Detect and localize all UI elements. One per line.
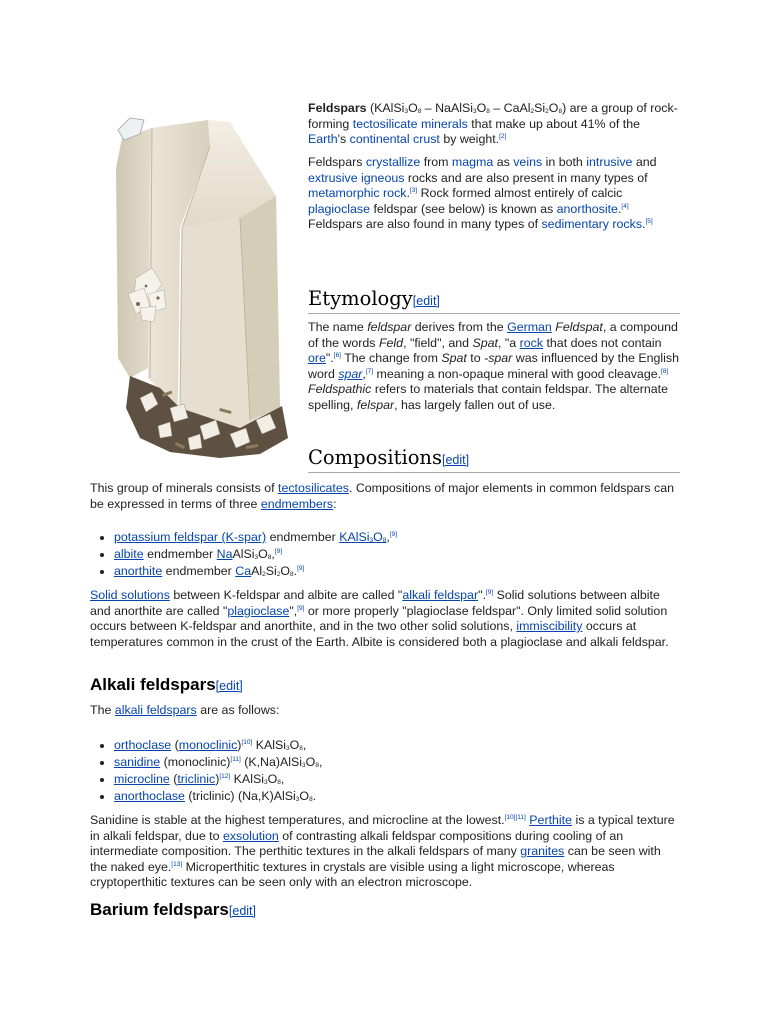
edit-alkali-link[interactable]: [edit] <box>215 679 243 693</box>
list-item: • albite endmember $NaAlSi_3O_8,[9]$ <box>114 546 704 563</box>
link-potassium-feldspar[interactable]: potassium feldspar (K-spar) <box>114 530 267 544</box>
link-continental-crust[interactable]: continental crust <box>349 132 440 147</box>
ref-3[interactable]: [3] <box>409 187 418 195</box>
list-item: • orthoclase (monoclinic)[10] $KAlSi_3O_8$, <box>114 737 704 754</box>
link-perthite[interactable]: Perthite <box>529 813 572 827</box>
ref-9[interactable]: [9] <box>274 548 283 555</box>
link-alkali-feldspars[interactable]: alkali feldspars <box>114 703 197 717</box>
ref-8[interactable]: [8] <box>661 367 669 375</box>
link-extrusive-igneous[interactable]: extrusive igneous <box>308 170 405 185</box>
ref-9[interactable]: [9] <box>297 604 305 612</box>
compositions-paragraph-2: Solid solutions between K-feldspar and albite are called "alkali feldspar".[9] Solid solutions between albite and anorthite are called "plagioclase",[9] or more properly "plagioclase feldspar". Only limited solid solution occurs between K-feldspar and anorthite, and in the two other solid solutions, immiscibility occurs at temperatures common in the crust of the Earth. Albite is considered both a plagioclase and alkali feldspar. <box>90 588 669 649</box>
link-albite[interactable]: albite <box>114 547 144 561</box>
link-crystallize[interactable]: crystallize <box>365 155 421 169</box>
link-german[interactable]: German <box>507 320 552 334</box>
link-metamorphic-rock[interactable]: metamorphic rock <box>308 186 407 201</box>
link-anorthosite[interactable]: anorthosite <box>556 201 618 216</box>
intro-paragraph-2: Feldspars crystallize from magma as veins in both intrusive and extrusive igneous rocks and are also present in many types of metamorphic rock.[3] Rock formed almost entirely of calcic plagioclase feldspar (see below) is known as anorthosite.[4] Feldspars are also found in many types of sedimentary rocks.[5] <box>308 155 657 232</box>
ref-10[interactable]: [10] <box>504 814 516 821</box>
link-plagioclase[interactable]: plagioclase <box>308 201 370 216</box>
link-exsolution[interactable]: exsolution <box>222 828 279 843</box>
alkali-paragraph-2: Sanidine is stable at the highest temperatures, and microcline at the lowest.[10][11] Perthite is a typical texture in alkali feldspar, due to exsolution of contrasting alkali feldspar compositions during cooling of an intermediate composition. The perthitic textures in the alkali feldspars of many granites can be seen with the naked eye.[13] Microperthitic textures in crystals are visible using a light microscope, whereas cryptoperthitic textures can be seen only with an electron microscope. <box>90 813 675 890</box>
link-calcium[interactable]: Ca <box>235 564 252 578</box>
link-magma[interactable]: magma <box>451 155 494 169</box>
link-orthoclase[interactable]: orthoclase <box>114 738 172 752</box>
link-microcline[interactable]: microcline <box>114 772 170 786</box>
compositions-intro: This group of minerals consists of tectosilicates. Compositions of major elements in common feldspars can be expressed in terms of three endmembers: <box>90 481 675 511</box>
edit-etymology-link[interactable]: [edit] <box>412 294 440 308</box>
ref-4[interactable]: [4] <box>621 202 629 210</box>
link-anorthoclase[interactable]: anorthoclase <box>114 789 185 803</box>
link-ore[interactable]: ore <box>308 351 326 366</box>
heading-barium-feldspars: Barium feldspars[edit] <box>90 900 256 919</box>
link-immiscibility[interactable]: immiscibility <box>516 619 583 634</box>
link-anorthite[interactable]: anorthite <box>114 564 163 578</box>
ref-12[interactable]: [12] <box>219 773 231 780</box>
ref-10[interactable]: [10] <box>241 739 253 746</box>
link-sanidine[interactable]: sanidine <box>114 755 161 769</box>
edit-barium-link[interactable]: [edit] <box>228 904 256 918</box>
edit-compositions-link[interactable]: [edit] <box>442 453 470 467</box>
feldspar-crystal-image <box>100 108 290 458</box>
link-endmembers[interactable]: endmembers <box>260 496 334 511</box>
ref-6[interactable]: [6] <box>333 352 341 360</box>
link-tectosilicates[interactable]: tectosilicates <box>278 481 349 495</box>
heading-alkali-feldspars: Alkali feldspars[edit] <box>90 675 243 694</box>
link-veins[interactable]: veins <box>513 155 543 169</box>
list-item: • anorthite endmember $CaAl_2Si_2O_8.[9]$ <box>114 563 704 580</box>
link-plagioclase-2[interactable]: plagioclase <box>227 603 290 618</box>
ref-11[interactable]: [11] <box>515 814 526 821</box>
link-earth[interactable]: Earth <box>308 132 338 147</box>
ref-13[interactable]: [13] <box>171 860 183 868</box>
link-tectosilicate-minerals[interactable]: tectosilicate minerals <box>352 116 468 131</box>
ref-7[interactable]: [7] <box>365 367 374 375</box>
list-item: • anorthoclase (triclinic) $(Na,K)AlSi_3O_8$. <box>114 788 704 805</box>
intro-paragraph-1: Feldspars ($KAlSi_3O_8$ – $NaAlSi_3O_8$ – $CaAl_2Si_2O_8$) are a group of rock-forming tectosilicate minerals that make up about 41% of the Earth's continental crust by weight.[2] <box>308 101 678 147</box>
etymology-paragraph: The name feldspar derives from the German Feldspat, a compound of the words Feld, "field", and Spat, "a rock that does not contain ore".[6] The change from Spat to -spar was influenced by the English word spar,[7] meaning a non-opaque mineral with good cleavage.[8] Feldspathic refers to materials that contain feldspar. The alternate spelling, felspar, has largely fallen out of use. <box>308 320 679 412</box>
list-item: • microcline (triclinic)[12] $KAlSi_3O_8$, <box>114 771 704 788</box>
link-sedimentary-rocks[interactable]: sedimentary rocks <box>541 217 643 232</box>
ref-11[interactable]: [11] <box>230 756 241 763</box>
heading-etymology: Etymology[edit] <box>308 288 680 314</box>
link-sodium[interactable]: Na <box>216 547 233 561</box>
alkali-intro: The alkali feldspars are as follows: <box>90 703 280 717</box>
list-item: • sanidine (monoclinic)[11] $(K,Na)AlSi_3O_8$, <box>114 754 704 771</box>
link-monoclinic[interactable]: monoclinic <box>178 738 238 752</box>
link-kalsi3o8[interactable]: $KAlSi_3O_8$ <box>339 530 387 544</box>
ref-5[interactable]: [5] <box>645 218 653 226</box>
link-triclinic[interactable]: triclinic <box>177 772 216 786</box>
ref-2[interactable]: [2] <box>499 133 507 141</box>
link-alkali-feldspar[interactable]: alkali feldspar <box>402 588 479 602</box>
ref-9[interactable]: [9] <box>485 589 494 596</box>
link-intrusive[interactable]: intrusive <box>586 155 633 169</box>
ref-9[interactable]: [9] <box>389 531 398 538</box>
list-item: • potassium feldspar (K-spar) endmember $KAlSi_3O_8,[9]$ <box>114 529 704 546</box>
link-rock[interactable]: rock <box>519 335 544 350</box>
heading-compositions: Compositions[edit] <box>308 447 680 473</box>
ref-9[interactable]: [9] <box>297 565 305 572</box>
endmember-list <box>90 529 704 580</box>
link-granites[interactable]: granites <box>520 844 565 859</box>
link-spar[interactable]: spar <box>338 366 363 381</box>
alkali-list <box>90 737 704 805</box>
link-solid-solutions[interactable]: Solid solutions <box>90 588 170 602</box>
lead-term: Feldspars <box>308 101 367 115</box>
